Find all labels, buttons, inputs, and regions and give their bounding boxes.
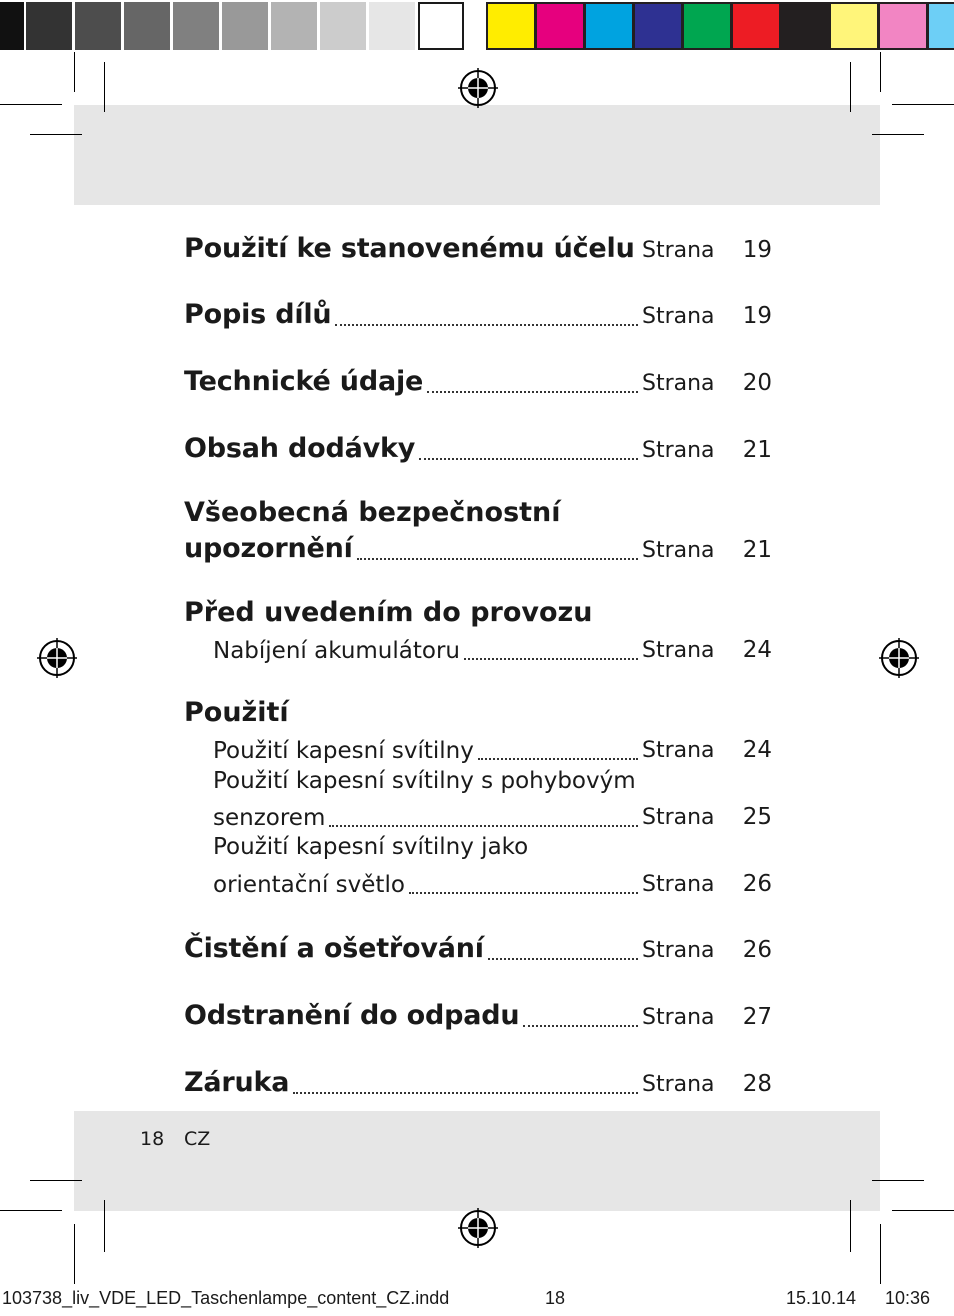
toc-page-number: 20 <box>742 370 772 396</box>
crop-mark <box>872 134 924 135</box>
strana-label: Strana <box>642 638 715 663</box>
toc-entry[interactable] <box>184 997 772 1037</box>
slug-date: 15.10.14 <box>786 1288 857 1308</box>
crop-mark <box>892 1210 954 1211</box>
toc-title: Technické údaje <box>184 366 424 397</box>
toc-title: Odstranění do odpadu <box>184 1000 520 1031</box>
toc-title: Záruka <box>184 1067 290 1098</box>
color-swatch <box>635 4 681 48</box>
leader-dots <box>357 558 638 560</box>
crop-mark <box>104 1200 105 1252</box>
toc-subtitle-line1: Použití kapesní svítilny s pohybovým <box>213 768 636 794</box>
toc-subentry[interactable] <box>184 730 772 770</box>
registration-mark-icon <box>37 638 77 678</box>
toc-title: Obsah dodávky <box>184 433 416 464</box>
crop-mark <box>74 1224 75 1284</box>
crop-mark <box>30 134 82 135</box>
crop-mark <box>880 52 881 92</box>
strana-label: Strana <box>642 238 715 263</box>
color-swatch <box>320 2 366 50</box>
toc-page-number: 19 <box>742 237 772 263</box>
toc-page-number: 21 <box>742 537 772 563</box>
crop-mark <box>0 1210 62 1211</box>
registration-mark-icon <box>458 1208 498 1248</box>
color-swatch <box>831 4 877 48</box>
toc-subtitle: senzorem <box>213 805 326 831</box>
leader-dots <box>523 1025 638 1027</box>
leader-dots <box>427 391 638 393</box>
toc-entry[interactable] <box>184 930 772 970</box>
crop-mark <box>30 1180 82 1181</box>
toc-subentry[interactable] <box>184 864 772 904</box>
leader-dots <box>335 324 638 326</box>
color-swatch <box>537 4 583 48</box>
toc-entry[interactable] <box>184 296 772 336</box>
leader-dots <box>293 1092 638 1094</box>
color-swatch <box>929 4 954 48</box>
toc-entry[interactable] <box>184 363 772 403</box>
strana-label: Strana <box>642 1005 715 1030</box>
toc-title: Použití ke stanovenému účelu <box>184 233 635 264</box>
toc-page-number: 26 <box>742 871 772 897</box>
color-swatch <box>369 2 415 50</box>
footer-band <box>74 1111 880 1211</box>
toc-subtitle-line1: Použití kapesní svítilny jako <box>213 834 529 860</box>
crop-mark <box>850 1200 851 1252</box>
toc-subentry[interactable] <box>184 797 772 837</box>
color-swatch <box>880 4 926 48</box>
crop-mark <box>0 104 62 105</box>
color-swatch <box>75 2 121 50</box>
crop-mark <box>850 62 851 112</box>
strana-label: Strana <box>642 438 715 463</box>
color-swatch <box>173 2 219 50</box>
registration-mark-icon <box>879 638 919 678</box>
slug-page: 18 <box>545 1288 566 1308</box>
crop-mark <box>872 1180 924 1181</box>
toc-title: Čistění a ošetřování <box>184 933 484 964</box>
toc-page-number: 28 <box>742 1071 772 1097</box>
strana-label: Strana <box>642 1072 715 1097</box>
toc-heading[interactable]: Před uvedením do provozu <box>184 597 593 628</box>
toc-page-number: 24 <box>742 637 772 663</box>
color-swatch <box>418 2 464 50</box>
toc-page-number: 27 <box>742 1004 772 1030</box>
toc-page-number: 19 <box>742 303 772 329</box>
color-swatch <box>124 2 170 50</box>
color-swatch <box>684 4 730 48</box>
toc-entry[interactable] <box>184 230 772 270</box>
language-code: CZ <box>184 1128 211 1150</box>
toc-page-number: 21 <box>742 437 772 463</box>
leader-dots <box>409 892 638 894</box>
toc-title: Popis dílů <box>184 299 332 330</box>
toc-subtitle: Použití kapesní svítilny <box>213 738 474 764</box>
header-band <box>74 105 880 205</box>
leader-dots <box>329 825 638 827</box>
crop-mark <box>74 52 75 92</box>
toc-subtitle: Nabíjení akumulátoru <box>213 638 460 664</box>
slug-filename: 103738_liv_VDE_LED_Taschenlampe_content_CZ.indd <box>2 1288 450 1308</box>
strana-label: Strana <box>642 371 715 396</box>
registration-mark-icon <box>458 68 498 108</box>
crop-mark <box>104 62 105 112</box>
leader-dots <box>464 658 638 660</box>
toc-entry[interactable] <box>184 430 772 470</box>
color-swatch <box>0 2 24 50</box>
toc-entry[interactable] <box>184 1064 772 1104</box>
strana-label: Strana <box>642 872 715 897</box>
toc-entry[interactable] <box>184 530 772 570</box>
color-swatch <box>488 4 534 48</box>
color-swatch <box>782 4 828 48</box>
color-swatch <box>586 4 632 48</box>
toc-page-number: 24 <box>742 737 772 763</box>
leader-dots <box>488 958 638 960</box>
toc-heading[interactable]: Použití <box>184 697 289 728</box>
color-swatch <box>271 2 317 50</box>
strana-label: Strana <box>642 738 715 763</box>
toc-title-line1: Všeobecná bezpečnostní <box>184 497 561 528</box>
page-number: 18 <box>140 1128 165 1150</box>
strana-label: Strana <box>642 938 715 963</box>
color-swatch <box>733 4 779 48</box>
toc-page-number: 26 <box>742 937 772 963</box>
strana-label: Strana <box>642 304 715 329</box>
toc-subentry[interactable] <box>184 630 772 670</box>
toc-subtitle: orientační světlo <box>213 872 405 898</box>
slug-time: 10:36 <box>885 1288 931 1308</box>
leader-dots <box>478 758 638 760</box>
color-swatch <box>222 2 268 50</box>
toc-title: upozornění <box>184 533 353 564</box>
strana-label: Strana <box>642 805 715 830</box>
crop-mark <box>892 104 954 105</box>
toc-page-number: 25 <box>742 804 772 830</box>
strana-label: Strana <box>642 538 715 563</box>
crop-mark <box>880 1224 881 1284</box>
leader-dots <box>419 458 638 460</box>
color-swatch <box>26 2 72 50</box>
